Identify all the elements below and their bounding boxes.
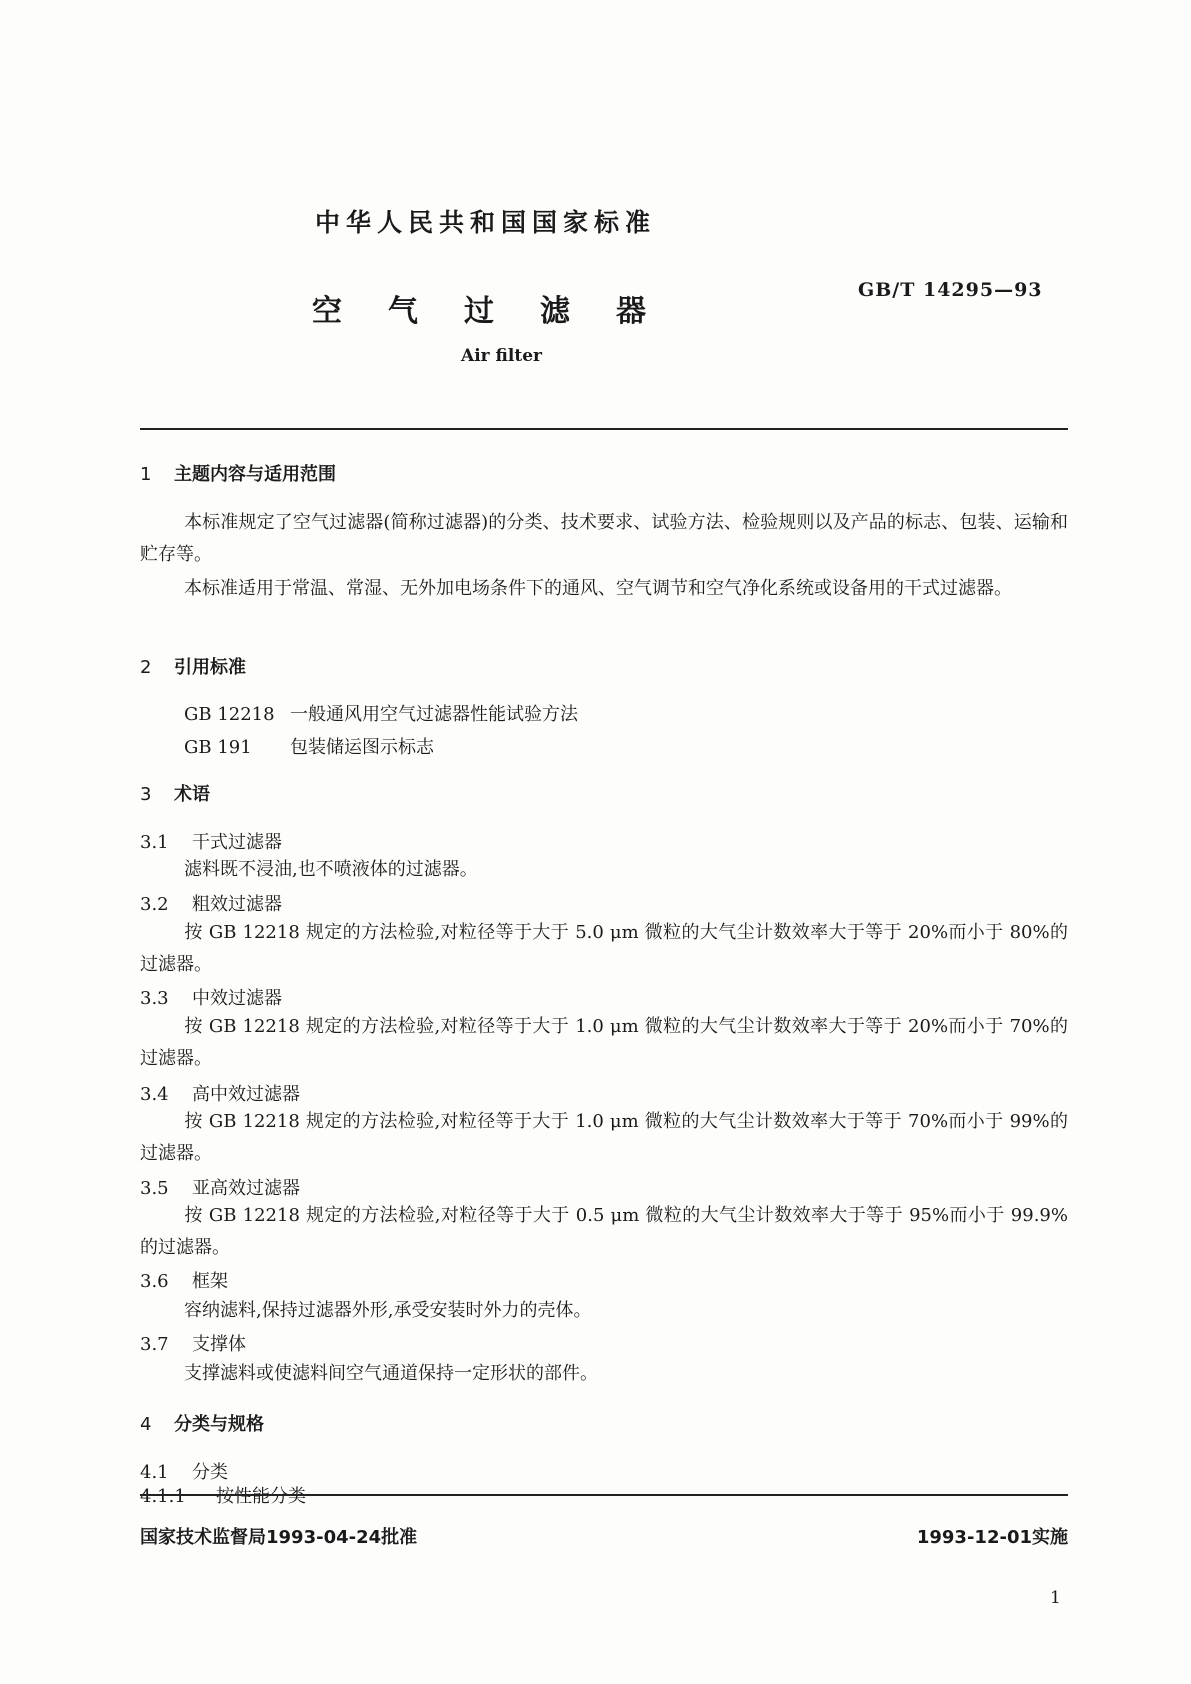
section-1-heading	[140, 460, 336, 486]
term-name: 支撑体	[192, 1334, 246, 1355]
term-number: 3.3	[140, 988, 169, 1009]
term-heading	[140, 1330, 246, 1356]
definition-text: 按 GB 12218 规定的方法检验,对粒径等于大于 1.0 μm 微粒的大气尘计数效率大于等于 20%而小于 70%的过滤器。	[140, 1016, 1068, 1069]
national-standard-heading: 中华人民共和国国家标准	[315, 208, 657, 237]
section-number: 3	[140, 784, 152, 805]
reference-item	[184, 700, 578, 726]
term-number: 3.6	[140, 1271, 169, 1292]
term-number: 3.4	[140, 1084, 169, 1105]
term-heading	[140, 828, 282, 854]
term-name: 中效过滤器	[192, 988, 282, 1009]
section-number: 4	[140, 1414, 152, 1435]
section-4-heading	[140, 1410, 264, 1436]
subsection-number: 4.1	[140, 1462, 169, 1483]
standard-code: GB/T 14295—93	[858, 279, 1043, 301]
section-title: 主题内容与适用范围	[174, 464, 336, 485]
bottom-divider	[140, 1494, 1068, 1496]
term-heading	[140, 1080, 300, 1106]
subsection-4-1-heading	[140, 1458, 228, 1484]
term-definition	[140, 1200, 1068, 1264]
term-number: 3.2	[140, 894, 169, 915]
term-heading	[140, 984, 282, 1010]
subsection-number: 4.1.1	[140, 1486, 186, 1507]
term-number: 3.5	[140, 1178, 169, 1199]
term-definition	[140, 1295, 1068, 1327]
term-name: 干式过滤器	[192, 832, 282, 853]
term-definition	[140, 1011, 1068, 1075]
section-number: 2	[140, 657, 152, 678]
term-name: 亚高效过滤器	[192, 1178, 300, 1199]
subsection-title: 分类	[192, 1462, 228, 1483]
section-title: 分类与规格	[174, 1414, 264, 1435]
paragraph-text: 本标准适用于常温、常湿、无外加电场条件下的通风、空气调节和空气净化系统或设备用的干式过滤器。	[184, 578, 1012, 599]
page-number: 1	[1050, 1588, 1061, 1608]
term-heading	[140, 1267, 228, 1293]
term-definition	[140, 1106, 1068, 1170]
section-title: 引用标准	[174, 657, 246, 678]
term-heading	[140, 1174, 300, 1200]
term-name: 高中效过滤器	[192, 1084, 300, 1105]
definition-text: 按 GB 12218 规定的方法检验,对粒径等于大于 5.0 μm 微粒的大气尘计数效率大于等于 20%而小于 80%的过滤器。	[140, 922, 1068, 975]
term-name: 粗效过滤器	[192, 894, 282, 915]
section-1-paragraph-2	[140, 573, 1068, 605]
term-name: 框架	[192, 1271, 228, 1292]
section-3-heading	[140, 780, 210, 806]
document-title-en: Air filter	[461, 346, 542, 366]
section-title: 术语	[174, 784, 210, 805]
approval-line: 国家技术监督局1993-04-24批准	[140, 1527, 418, 1548]
definition-text: 滤料既不浸油,也不喷液体的过滤器。	[184, 859, 478, 880]
paragraph-text: 本标准规定了空气过滤器(简称过滤器)的分类、技术要求、试验方法、检验规则以及产品的标志、包装、运输和贮存等。	[140, 512, 1068, 565]
section-2-heading	[140, 653, 246, 679]
section-1-paragraph-1	[140, 507, 1068, 571]
section-number: 1	[140, 464, 152, 485]
term-number: 3.1	[140, 832, 169, 853]
definition-text: 按 GB 12218 规定的方法检验,对粒径等于大于 1.0 μm 微粒的大气尘计数效率大于等于 70%而小于 99%的过滤器。	[140, 1111, 1068, 1164]
reference-title: 包装储运图示标志	[290, 737, 434, 758]
term-heading	[140, 890, 282, 916]
effective-date: 1993-12-01实施	[916, 1527, 1068, 1548]
reference-title: 一般通风用空气过滤器性能试验方法	[290, 704, 578, 725]
definition-text: 支撑滤料或使滤料间空气通道保持一定形状的部件。	[184, 1363, 598, 1384]
reference-code: GB 12218	[184, 704, 275, 725]
term-definition	[140, 917, 1068, 981]
definition-text: 按 GB 12218 规定的方法检验,对粒径等于大于 0.5 μm 微粒的大气尘计数效率大于等于 95%而小于 99.9%的过滤器。	[140, 1205, 1068, 1258]
reference-code: GB 191	[184, 737, 252, 758]
top-divider	[140, 428, 1068, 430]
definition-text: 容纳滤料,保持过滤器外形,承受安装时外力的壳体。	[184, 1300, 592, 1321]
reference-item	[184, 733, 434, 759]
term-definition	[140, 854, 1068, 886]
document-title-cn: 空气过滤器	[312, 294, 692, 329]
subsection-title: 按性能分类	[216, 1486, 306, 1507]
term-definition	[140, 1358, 1068, 1390]
term-number: 3.7	[140, 1334, 169, 1355]
